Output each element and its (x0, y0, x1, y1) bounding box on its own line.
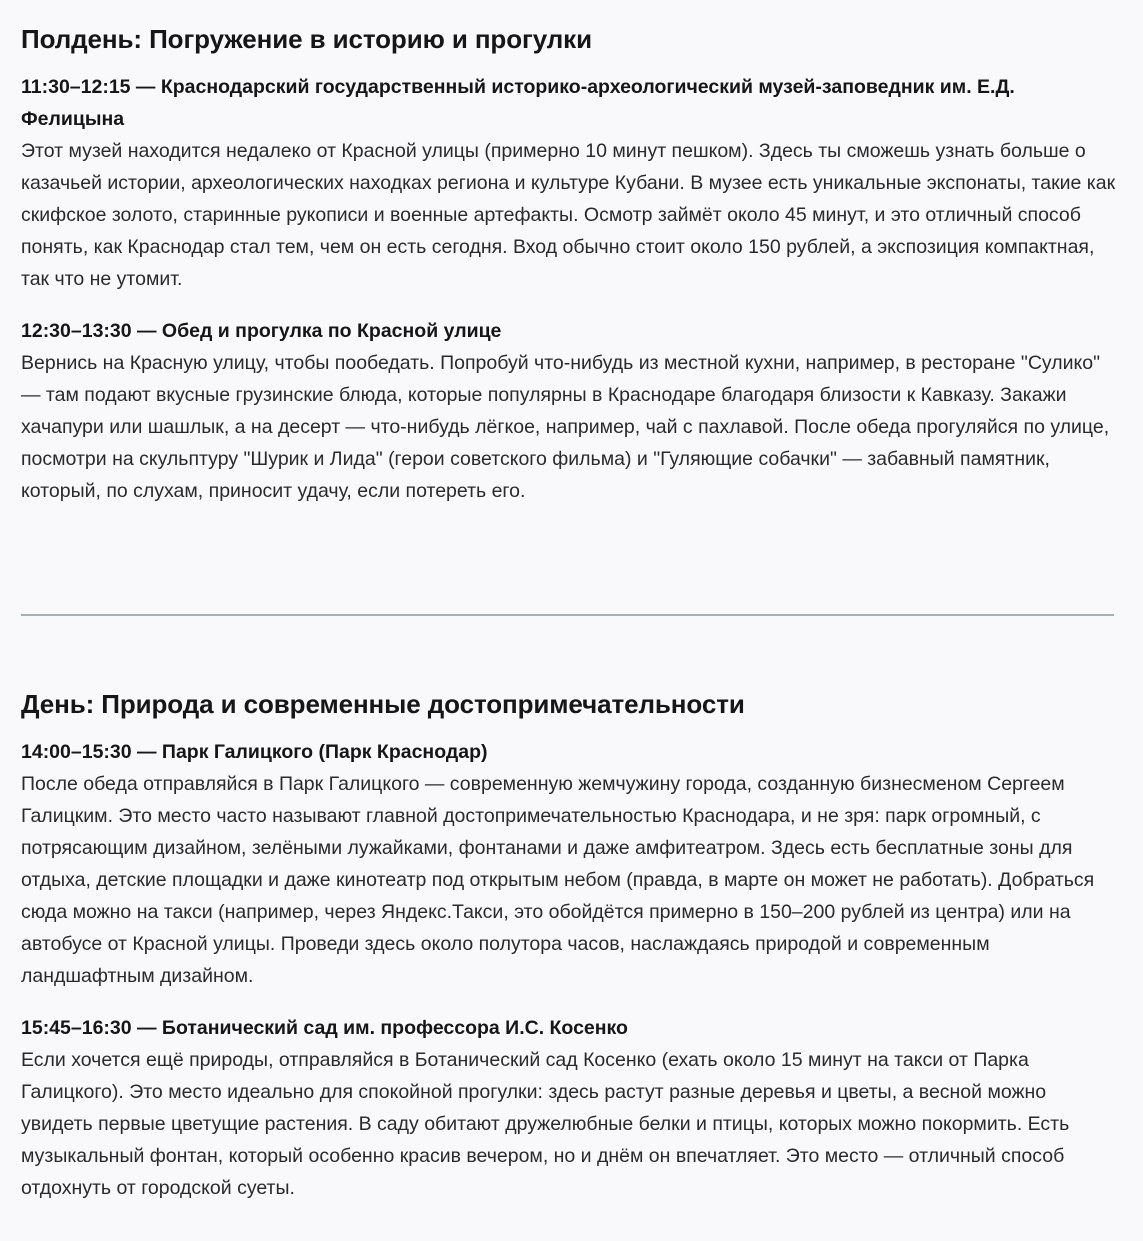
entry-heading: 15:45–16:30 — Ботанический сад им. профессора И.С. Косенко (21, 1017, 628, 1039)
entry-text: Этот музей находится недалеко от Красной улицы (примерно 10 минут пешком). Здесь ты сможешь узнать больше о казачьей истории, археологических находках региона и культуре Кубани. В музее есть уникальные экспонаты, такие как скифское золото, старинные рукописи и военные артефакты. Осмотр займёт около 45 минут, и это отличный способ понять, как Краснодар стал тем, чем он есть сегодня. Вход обычно стоит около 150 рублей, а экспозиция компактная, так что не утомит. (21, 140, 1116, 290)
entry-heading: 11:30–12:15 — Краснодарский государственный историко-археологический музей-заповедник им. Е.Д. Фелицына (21, 76, 1015, 130)
itinerary-entry-lunch (21, 315, 1119, 507)
section-day (21, 687, 1119, 1204)
entry-text: Если хочется ещё природы, отправляйся в Ботанический сад Косенко (ехать около 15 минут на такси от Парка Галицкого). Это место идеально для спокойной прогулки: здесь растут разные деревья и цветы, а весной можно увидеть первые цветущие растения. В саду обитают дружелюбные белки и птицы, которых можно покормить. Есть музыкальный фонтан, который особенно красив вечером, но и днём он впечатляет. Это место — отличный способ отдохнуть от городской суеты. (21, 1049, 1070, 1199)
itinerary-entry-botanical-garden (21, 1012, 1119, 1204)
entry-text: После обеда отправляйся в Парк Галицкого — современную жемчужину города, созданную бизнесменом Сергеем Галицким. Это место часто называют главной достопримечательностью Краснодара, и не зря: парк огромный, с потрясающим дизайном, зелёными лужайками, фонтанами и даже амфитеатром. Здесь есть бесплатные зоны для отдыха, детские площадки и даже кинотеатр под открытым небом (правда, в марте он может не работать). Добраться сюда можно на такси (например, через Яндекс.Такси, это обойдётся примерно в 150–200 рублей из центра) или на автобусе от Красной улицы. Проведи здесь около полутора часов, наслаждаясь природой и современным ландшафтным дизайном. (21, 773, 1095, 987)
section-title: День: Природа и современные достопримечательности (21, 689, 745, 719)
entry-heading: 12:30–13:30 — Обед и прогулка по Красной улице (21, 320, 502, 342)
section-noon (21, 0, 1119, 507)
entry-text: Вернись на Красную улицу, чтобы пообедать. Попробуй что-нибудь из местной кухни, например, в ресторане "Сулико" — там подают вкусные грузинские блюда, которые популярны в Краснодаре благодаря близости к Кавказу. Закажи хачапури или шашлык, а на десерт — что-нибудь лёгкое, например, чай с пахлавой. После обеда прогуляйся по улице, посмотри на скульптуру "Шурик и Лида" (герои советского фильма) и "Гуляющие собачки" — забавный памятник, который, по слухам, приносит удачу, если потереть его. (21, 352, 1110, 502)
section-divider (21, 614, 1114, 616)
itinerary-entry-museum (21, 71, 1119, 295)
itinerary-entry-park (21, 736, 1119, 992)
section-title: Полдень: Погружение в историю и прогулки (21, 24, 592, 54)
entry-heading: 14:00–15:30 — Парк Галицкого (Парк Краснодар) (21, 741, 488, 763)
